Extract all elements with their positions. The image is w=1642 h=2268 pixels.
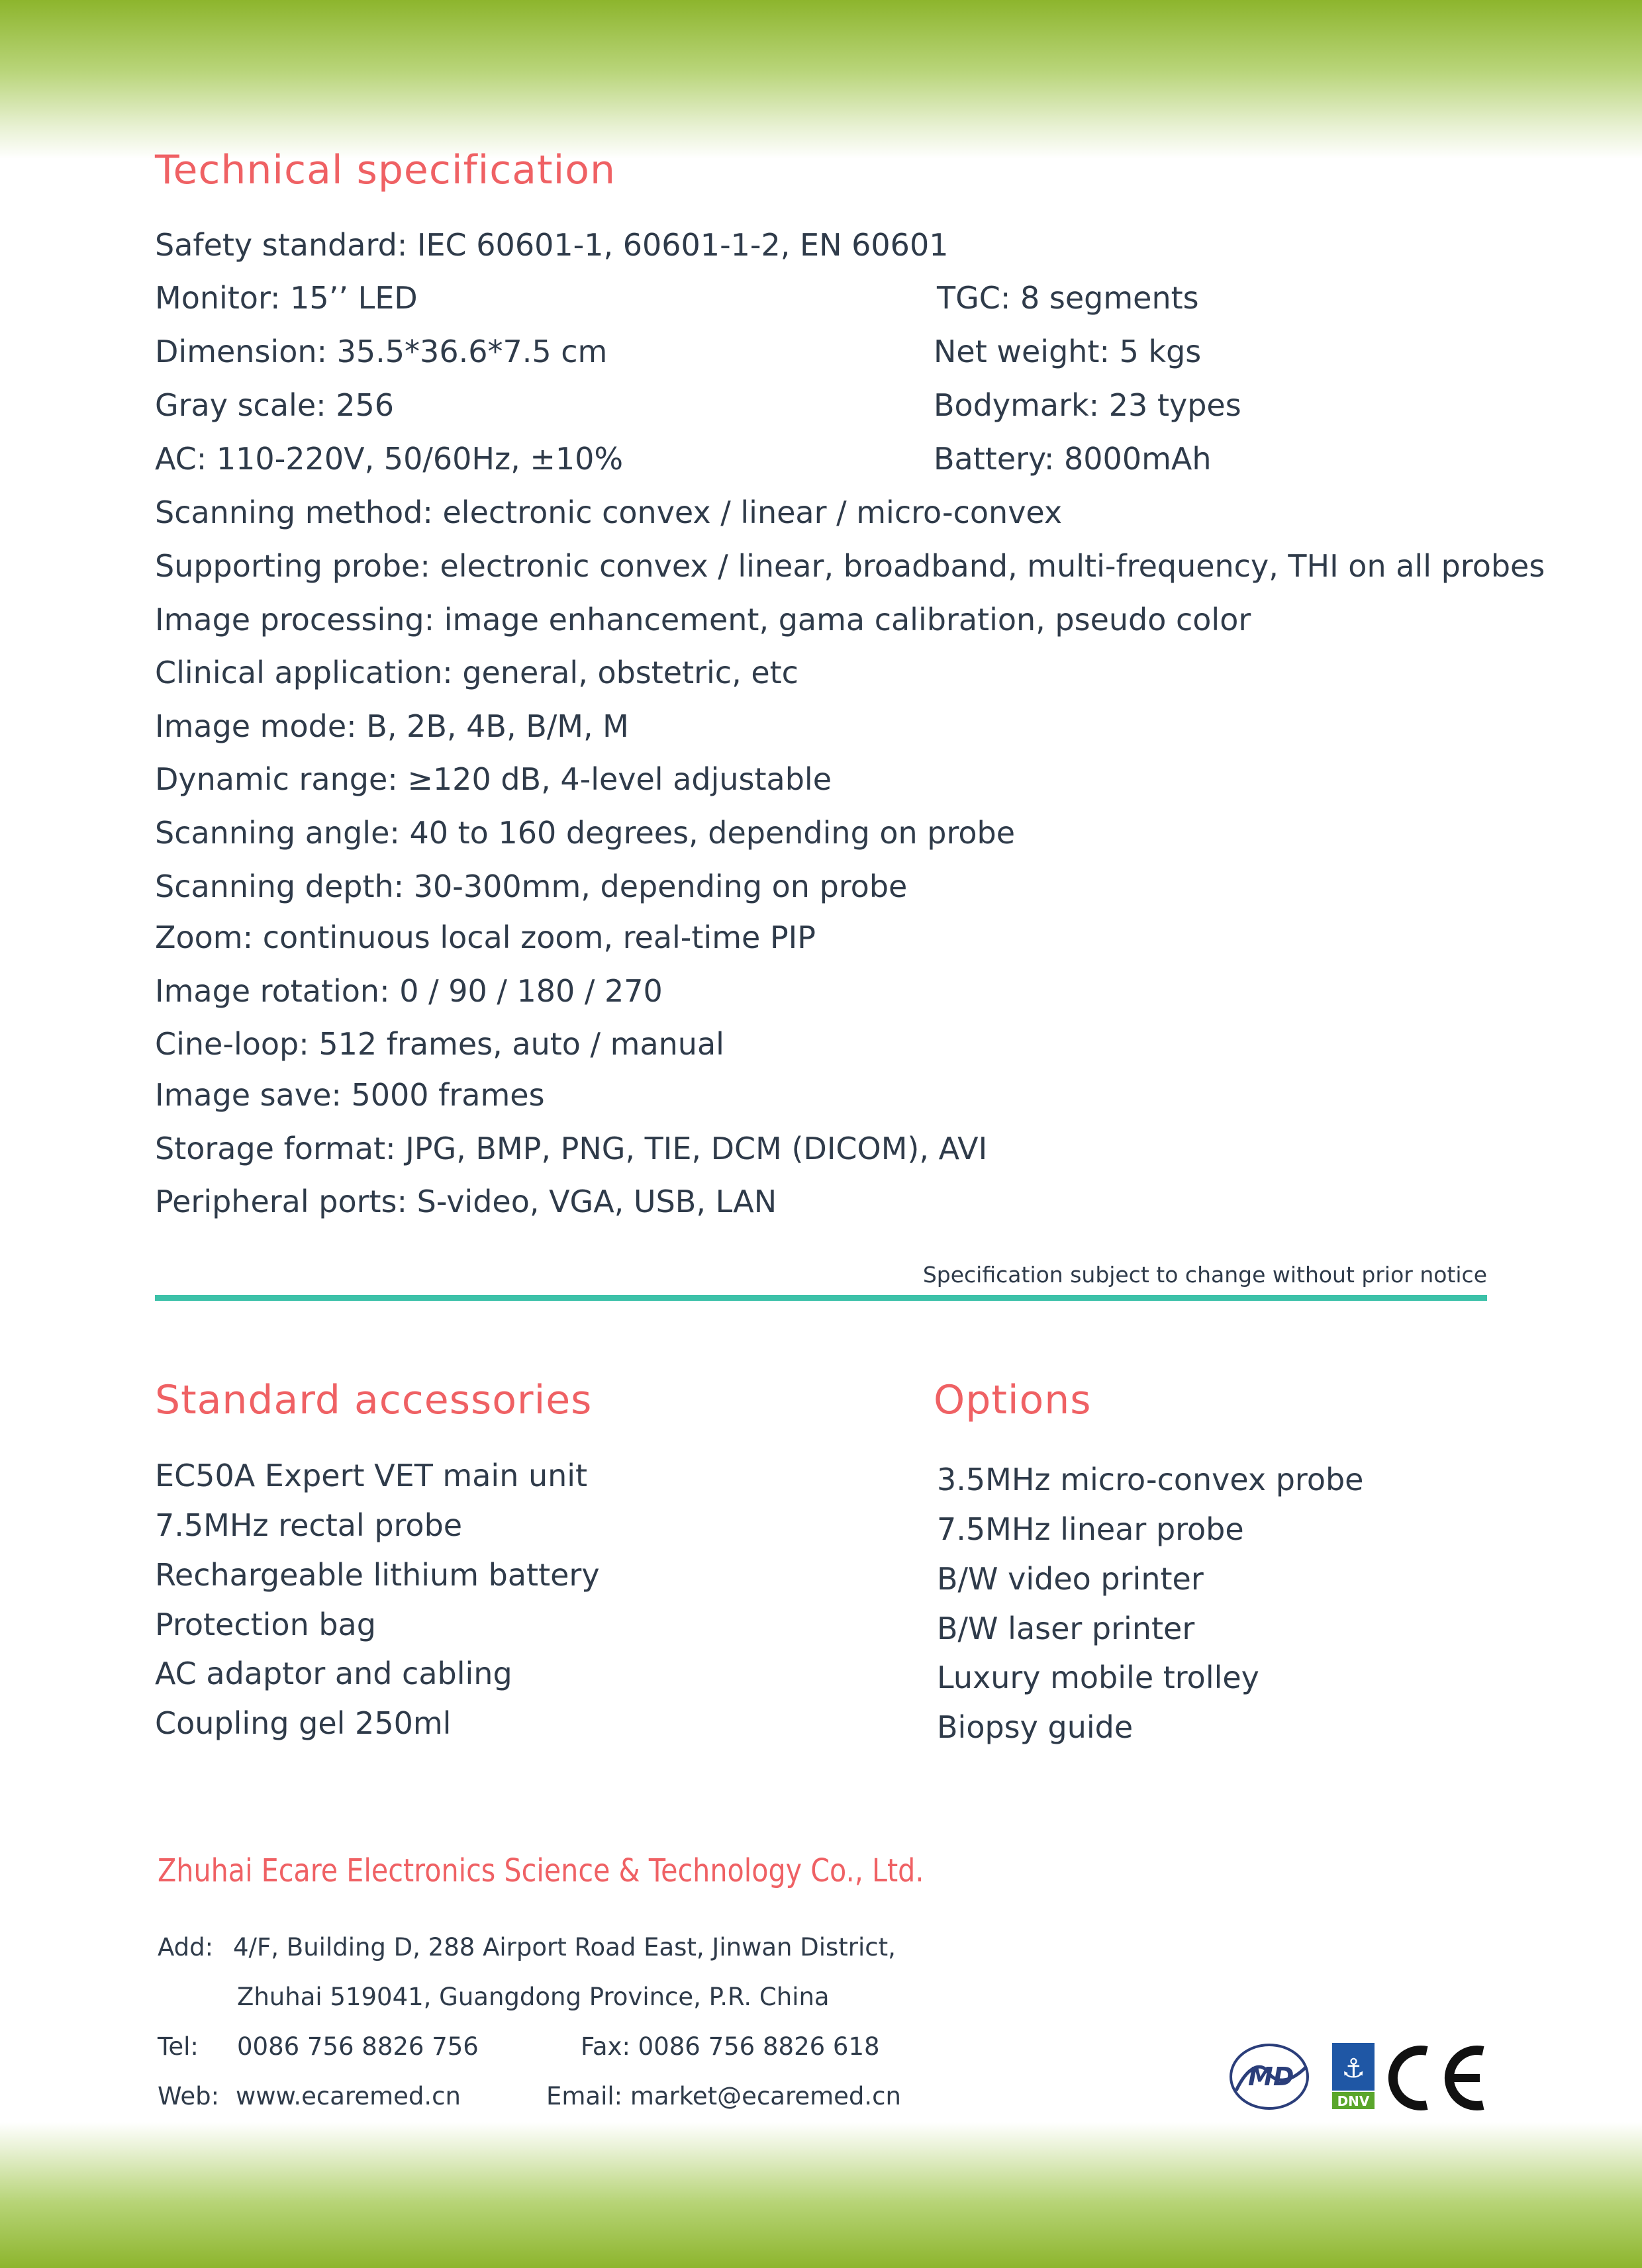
- spec-line: Zoom: continuous local zoom, real-time PIP: [155, 920, 816, 955]
- svg-text:MD: MD: [1248, 2062, 1294, 2091]
- accessories-heading: Standard accessories: [155, 1377, 593, 1423]
- spec-line: Scanning angle: 40 to 160 degrees, depending on probe: [155, 815, 1016, 851]
- option-item: Luxury mobile trolley: [937, 1660, 1259, 1695]
- spec-line: Dynamic range: ≥120 dB, 4-level adjustable: [155, 761, 832, 797]
- web-label: Web:: [158, 2082, 220, 2110]
- spec-line: Storage format: JPG, BMP, PNG, TIE, DCM (DICOM), AVI: [155, 1131, 988, 1166]
- address-line-1: 4/F, Building D, 288 Airport Road East, Jinwan District,: [233, 1933, 896, 1961]
- accessory-item: EC50A Expert VET main unit: [155, 1458, 588, 1493]
- web-link[interactable]: www.ecaremed.cn: [236, 2082, 461, 2110]
- spec-dimension: Dimension: 35.5*36.6*7.5 cm: [155, 334, 608, 369]
- spec-monitor: Monitor: 15’’ LED: [155, 280, 418, 316]
- option-item: 3.5MHz micro-convex probe: [937, 1462, 1364, 1497]
- spec-line: Supporting probe: electronic convex / linear, broadband, multi-frequency, THI on all probes: [155, 548, 1545, 584]
- spec-weight: Net weight: 5 kgs: [934, 334, 1202, 369]
- section-divider: [155, 1295, 1487, 1301]
- spec-gray-scale: Gray scale: 256: [155, 387, 395, 423]
- svg-text:DNV: DNV: [1337, 2093, 1370, 2109]
- accessory-item: Coupling gel 250ml: [155, 1705, 452, 1741]
- spec-line: Scanning depth: 30-300mm, depending on probe: [155, 869, 908, 904]
- options-heading: Options: [934, 1377, 1092, 1423]
- certification-logos: [1228, 2039, 1490, 2115]
- option-item: B/W video printer: [937, 1561, 1204, 1597]
- spec-line: Image processing: image enhancement, gama calibration, pseudo color: [155, 602, 1251, 638]
- dnv-logo-icon: [1332, 2043, 1375, 2109]
- spec-safety: Safety standard: IEC 60601-1, 60601-1-2, EN 60601: [155, 227, 949, 263]
- address-label: Add:: [158, 1933, 214, 1961]
- bottom-gradient-band: [0, 2122, 1642, 2268]
- option-item: 7.5MHz linear probe: [937, 1511, 1244, 1547]
- accessory-item: Protection bag: [155, 1607, 376, 1642]
- spec-bodymark: Bodymark: 23 types: [934, 387, 1241, 423]
- spec-battery: Battery: 8000mAh: [934, 441, 1212, 477]
- spec-line: Image rotation: 0 / 90 / 180 / 270: [155, 973, 663, 1009]
- ce-mark-icon: [1393, 2050, 1483, 2106]
- spec-line: Clinical application: general, obstetric, etc: [155, 655, 798, 690]
- top-gradient-band: [0, 0, 1642, 159]
- spec-line: Peripheral ports: S-video, VGA, USB, LAN: [155, 1184, 777, 1219]
- email-link[interactable]: Email: market@ecaremed.cn: [546, 2082, 901, 2110]
- accessory-item: AC adaptor and cabling: [155, 1656, 512, 1691]
- spec-ac: AC: 110-220V, 50/60Hz, ±10%: [155, 441, 624, 477]
- spec-line: Image mode: B, 2B, 4B, B/M, M: [155, 708, 629, 744]
- accessory-item: 7.5MHz rectal probe: [155, 1507, 463, 1543]
- spec-tgc: TGC: 8 segments: [937, 280, 1199, 316]
- accessory-item: Rechargeable lithium battery: [155, 1557, 600, 1593]
- spec-line: Scanning method: electronic convex / linear / micro-convex: [155, 495, 1063, 530]
- option-item: Biopsy guide: [937, 1709, 1134, 1745]
- tech-spec-heading: Technical specification: [155, 147, 616, 193]
- company-name: Zhuhai Ecare Electronics Science & Technology Co., Ltd.: [158, 1852, 924, 1889]
- tel-number: 0086 756 8826 756: [237, 2032, 479, 2061]
- spec-line: Cine-loop: 512 frames, auto / manual: [155, 1026, 724, 1062]
- option-item: B/W laser printer: [937, 1611, 1195, 1646]
- svg-text:⚓: ⚓: [1341, 2054, 1365, 2084]
- fax-number: Fax: 0086 756 8826 618: [581, 2032, 880, 2061]
- tel-label: Tel:: [158, 2032, 199, 2061]
- spec-disclaimer: Specification subject to change without prior notice: [922, 1262, 1487, 1288]
- md-logo-icon: [1231, 2045, 1308, 2108]
- address-line-2: Zhuhai 519041, Guangdong Province, P.R. China: [237, 1983, 830, 2011]
- spec-line: Image save: 5000 frames: [155, 1077, 545, 1113]
